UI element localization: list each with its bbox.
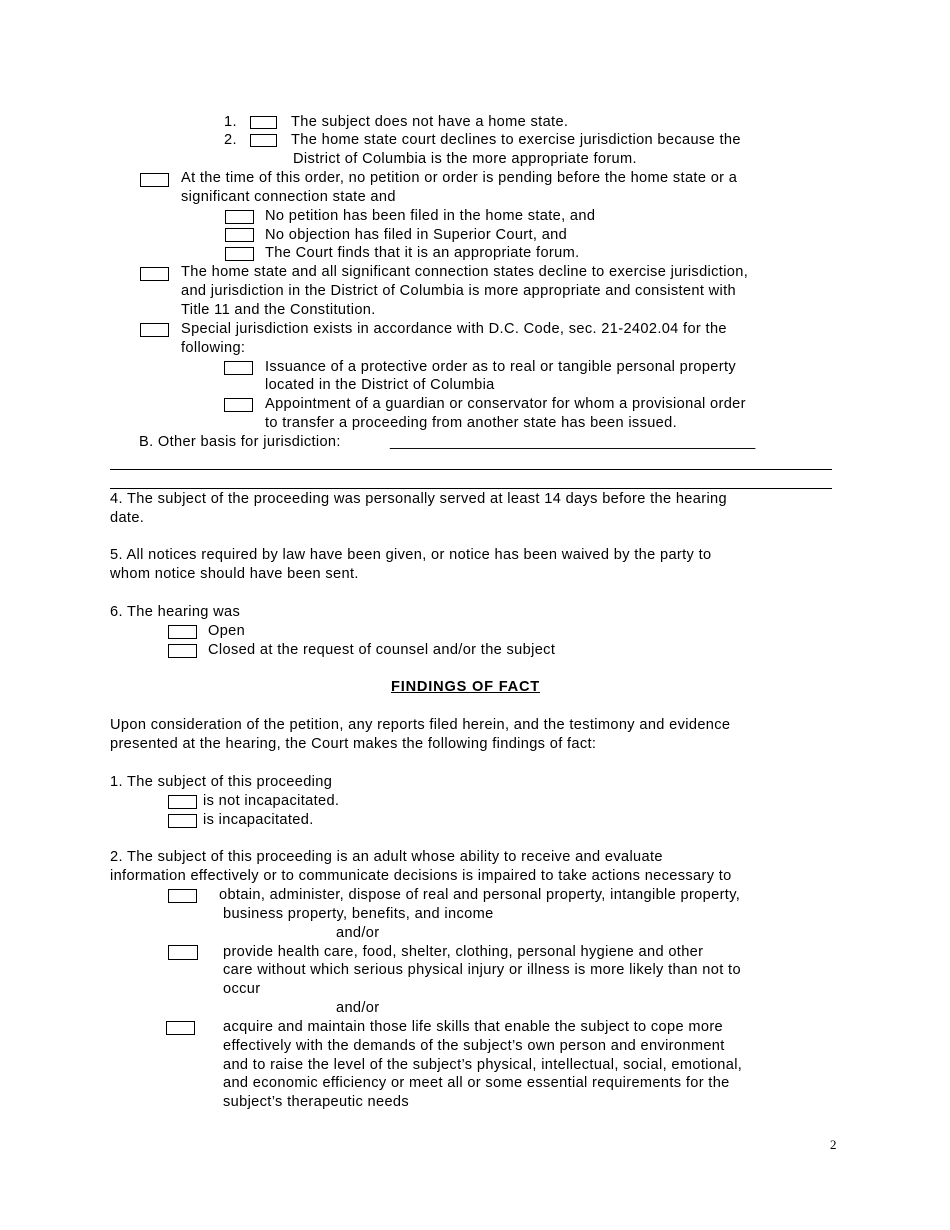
findings-intro-line-2: presented at the hearing, the Court makes the following findings of fact: xyxy=(110,736,597,752)
significant-connection-text-line-2: significant connection state and xyxy=(181,189,396,205)
decline-jurisdiction-text-line-2: and jurisdiction in the District of Columbia is more appropriate and consistent with xyxy=(181,283,737,299)
decline-jurisdiction-checkbox[interactable] xyxy=(140,267,169,281)
property-option-line-2: business property, benefits, and income xyxy=(223,906,494,922)
appropriate-forum-checkbox[interactable] xyxy=(225,247,254,261)
property-option-line-1: obtain, administer, dispose of real and personal property, intangible property, xyxy=(219,887,741,903)
other-basis-line-2[interactable] xyxy=(110,488,832,489)
not-incapacitated-text: is not incapacitated. xyxy=(203,793,340,809)
other-basis-blank[interactable]: _____________________________________________ xyxy=(390,434,756,450)
not-incapacitated-checkbox[interactable] xyxy=(168,795,197,809)
life-skills-option-line-2: effectively with the demands of the subject’s own person and environment xyxy=(223,1038,725,1054)
and-or-separator-1: and/or xyxy=(336,925,380,941)
no-objection-checkbox[interactable] xyxy=(225,228,254,242)
significant-connection-checkbox[interactable] xyxy=(140,173,169,187)
page-number: 2 xyxy=(830,1137,837,1152)
life-skills-option-line-4: and economic efficiency or meet all or some essential requirements for the xyxy=(223,1075,730,1091)
home-state-item-1-number: 1. xyxy=(224,114,237,130)
decline-jurisdiction-text-line-3: Title 11 and the Constitution. xyxy=(181,302,376,318)
no-petition-checkbox[interactable] xyxy=(225,210,254,224)
property-option-checkbox[interactable] xyxy=(168,889,197,903)
health-care-option-line-2: care without which serious physical injury or illness is more likely than not to xyxy=(223,962,741,978)
life-skills-option-line-3: and to raise the level of the subject’s physical, intellectual, social, emotional, xyxy=(223,1057,743,1073)
significant-connection-text-line-1: At the time of this order, no petition or order is pending before the home state or a xyxy=(181,170,738,186)
item-6-label: 6. The hearing was xyxy=(110,604,241,620)
hearing-open-checkbox[interactable] xyxy=(168,625,197,639)
special-jurisdiction-text-line-1: Special jurisdiction exists in accordance with D.C. Code, sec. 21-2402.04 for the xyxy=(181,321,727,337)
and-or-separator-2: and/or xyxy=(336,1000,380,1016)
guardian-appointment-text-line-1: Appointment of a guardian or conservator for whom a provisional order xyxy=(265,396,746,412)
health-care-option-checkbox[interactable] xyxy=(168,945,198,960)
findings-intro-line-1: Upon consideration of the petition, any reports filed herein, and the testimony and evidence xyxy=(110,717,731,733)
special-jurisdiction-checkbox[interactable] xyxy=(140,323,169,337)
guardian-appointment-text-line-2: to transfer a proceeding from another state has been issued. xyxy=(265,415,678,431)
home-state-item-2-number: 2. xyxy=(224,132,237,148)
life-skills-option-checkbox[interactable] xyxy=(166,1021,195,1035)
home-state-item-1-text: The subject does not have a home state. xyxy=(291,114,569,130)
appropriate-forum-text: The Court finds that it is an appropriate forum. xyxy=(265,245,580,261)
life-skills-option-line-5: subject’s therapeutic needs xyxy=(223,1094,410,1110)
other-basis-line-1[interactable] xyxy=(110,469,832,470)
health-care-option-line-3: occur xyxy=(223,981,261,997)
incapacitated-checkbox[interactable] xyxy=(168,814,197,828)
hearing-closed-checkbox[interactable] xyxy=(168,644,197,658)
protective-order-text-line-1: Issuance of a protective order as to real or tangible personal property xyxy=(265,359,737,375)
incapacitated-text: is incapacitated. xyxy=(203,812,314,828)
home-state-item-2-checkbox[interactable] xyxy=(250,134,277,147)
hearing-open-text: Open xyxy=(208,623,246,639)
protective-order-checkbox[interactable] xyxy=(224,361,253,375)
finding-2-line-2: information effectively or to communicate decisions is impaired to take actions necessary to xyxy=(110,868,732,884)
protective-order-text-line-2: located in the District of Columbia xyxy=(265,377,495,393)
home-state-item-2-text: The home state court declines to exercise jurisdiction because the xyxy=(291,132,741,148)
home-state-item-1-checkbox[interactable] xyxy=(250,116,277,129)
other-basis-label: B. Other basis for jurisdiction: xyxy=(139,434,341,450)
guardian-appointment-checkbox[interactable] xyxy=(224,398,253,412)
item-4-line-1: 4. The subject of the proceeding was personally served at least 14 days before the hearing xyxy=(110,491,727,507)
no-petition-text: No petition has been filed in the home state, and xyxy=(265,208,596,224)
special-jurisdiction-text-line-2: following: xyxy=(181,340,246,356)
item-5-line-2: whom notice should have been sent. xyxy=(110,566,359,582)
life-skills-option-line-1: acquire and maintain those life skills that enable the subject to cope more xyxy=(223,1019,724,1035)
item-4-line-2: date. xyxy=(110,510,145,526)
finding-2-line-1: 2. The subject of this proceeding is an adult whose ability to receive and evaluate xyxy=(110,849,663,865)
decline-jurisdiction-text-line-1: The home state and all significant connection states decline to exercise jurisdiction, xyxy=(181,264,749,280)
findings-heading: FINDINGS OF FACT xyxy=(391,679,541,695)
hearing-closed-text: Closed at the request of counsel and/or the subject xyxy=(208,642,556,658)
finding-1-label: 1. The subject of this proceeding xyxy=(110,774,333,790)
health-care-option-line-1: provide health care, food, shelter, clothing, personal hygiene and other xyxy=(223,944,704,960)
item-5-line-1: 5. All notices required by law have been given, or notice has been waived by the party to xyxy=(110,547,712,563)
no-objection-text: No objection has filed in Superior Court, and xyxy=(265,227,568,243)
home-state-item-2-continuation: District of Columbia is the more appropriate forum. xyxy=(293,151,637,167)
